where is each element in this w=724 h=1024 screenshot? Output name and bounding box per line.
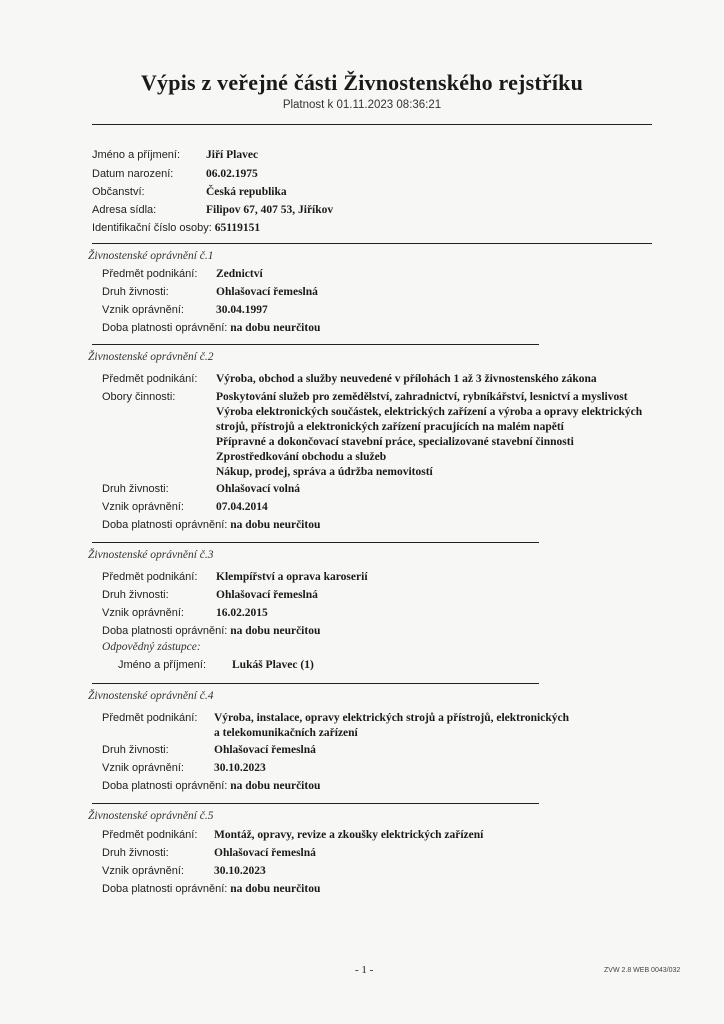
license-3-type-value: Ohlašovací řemeslná — [216, 589, 318, 601]
license-2-field-item: Výroba elektronických součástek, elektrických zařízení a výroba a opravy elektrických — [216, 406, 643, 418]
license-2-field-item: Nákup, prodej, správa a údržba nemovitostí — [216, 466, 433, 478]
license-1-divider — [92, 344, 539, 345]
license-2-validity-label: Doba platnosti oprávnění: — [102, 519, 228, 531]
name-label: Jméno a příjmení: — [92, 149, 181, 161]
license-5-validity-label: Doba platnosti oprávnění: — [102, 883, 228, 895]
id-value: 65119151 — [214, 222, 261, 234]
license-5-origin-label: Vznik oprávnění: — [102, 865, 184, 877]
birth-label: Datum narození: — [92, 168, 174, 180]
license-2-validity-value: na dobu neurčitou — [230, 519, 321, 531]
license-3-subject-label: Předmět podnikání: — [102, 571, 198, 583]
license-2-field-item: strojů, přístrojů a elektronických zařízení pracujících na malém napětí — [216, 421, 564, 433]
form-code: ZVW 2.8 WEB 0043/032 — [604, 967, 681, 974]
document-title: Výpis z veřejné části Živnostenského rejstříku — [140, 70, 584, 95]
license-2-fields-label: Obory činnosti: — [102, 391, 176, 403]
license-1-subject-label: Předmět podnikání: — [102, 268, 198, 280]
license-4-subject-value-line1: Výroba, instalace, opravy elektrických strojů a přístrojů, elektronických — [214, 712, 569, 724]
license-2-origin-label: Vznik oprávnění: — [102, 501, 184, 513]
id-row — [92, 221, 260, 236]
license-4-divider — [92, 803, 539, 804]
license-1-subject-value: Zednictví — [216, 268, 263, 280]
license-2-type-value: Ohlašovací volná — [216, 483, 301, 495]
license-2-field-item: Poskytování služeb pro zemědělství, zahradnictví, rybníkářství, lesnictví a myslivost — [216, 391, 628, 403]
license-5-subject-label: Předmět podnikání: — [102, 829, 198, 841]
license-3-subject-value: Klempířství a oprava karoserií — [216, 571, 368, 583]
license-1-origin-value: 30.04.1997 — [216, 304, 268, 316]
address-label: Adresa sídla: — [92, 204, 157, 216]
license-4-origin-label: Vznik oprávnění: — [102, 762, 184, 774]
name-value: Jiří Plavec — [206, 149, 259, 161]
license-2-field-item: Přípravné a dokončovací stavební práce, specializované stavební činnosti — [216, 436, 574, 448]
license-5-validity-row — [102, 882, 320, 897]
license-3-validity-row — [102, 624, 320, 639]
license-3-validity-value: na dobu neurčitou — [230, 625, 321, 637]
license-3-origin-label: Vznik oprávnění: — [102, 607, 184, 619]
license-3-title: Živnostenské oprávnění č.3 — [88, 549, 214, 561]
citizenship-label: Občanství: — [92, 186, 145, 198]
license-4-validity-value: na dobu neurčitou — [230, 780, 321, 792]
license-2-validity-row — [102, 518, 320, 533]
license-1-validity-value: na dobu neurčitou — [230, 322, 321, 334]
license-1-validity-row — [102, 321, 320, 336]
license-5-validity-value: na dobu neurčitou — [230, 883, 321, 895]
license-3-type-label: Druh živnosti: — [102, 589, 169, 601]
license-4-subject-value-line2: a telekomunikačních zařízení — [214, 727, 358, 739]
license-4-validity-row — [102, 779, 320, 794]
citizenship-value: Česká republika — [206, 186, 287, 198]
address-value: Filipov 67, 407 53, Jiříkov — [206, 204, 334, 216]
license-4-validity-label: Doba platnosti oprávnění: — [102, 780, 228, 792]
license-4-type-label: Druh živnosti: — [102, 744, 169, 756]
birth-value: 06.02.1975 — [206, 168, 258, 180]
license-2-subject-value: Výroba, obchod a služby neuvedené v přílohách 1 až 3 živnostenského zákona — [216, 373, 597, 385]
license-5-type-label: Druh živnosti: — [102, 847, 169, 859]
license-3-divider — [92, 683, 539, 684]
license-1-title: Živnostenské oprávnění č.1 — [88, 250, 214, 262]
license-2-origin-value: 07.04.2014 — [216, 501, 268, 513]
license-3-origin-value: 16.02.2015 — [216, 607, 268, 619]
license-1-origin-label: Vznik oprávnění: — [102, 304, 184, 316]
license-5-subject-value: Montáž, opravy, revize a zkoušky elektrických zařízení — [214, 829, 484, 841]
license-1-type-value: Ohlašovací řemeslná — [216, 286, 318, 298]
license-5-title: Živnostenské oprávnění č.5 — [88, 810, 214, 822]
license-2-type-label: Druh živnosti: — [102, 483, 169, 495]
license-3-validity-label: Doba platnosti oprávnění: — [102, 625, 228, 637]
license-4-origin-value: 30.10.2023 — [214, 762, 266, 774]
page-number: - 1 - — [355, 964, 374, 976]
id-label: Identifikační číslo osoby: — [92, 222, 212, 234]
license-2-divider — [92, 542, 539, 543]
license-4-title: Živnostenské oprávnění č.4 — [88, 690, 214, 702]
license-4-type-value: Ohlašovací řemeslná — [214, 744, 316, 756]
title-divider — [92, 124, 652, 125]
license-5-type-value: Ohlašovací řemeslná — [214, 847, 316, 859]
license-3-rep-name-label: Jméno a příjmení: — [118, 659, 207, 671]
person-divider — [92, 243, 652, 244]
validity-date: Platnost k 01.11.2023 08:36:21 — [282, 99, 442, 111]
license-3-rep-name-value: Lukáš Plavec (1) — [232, 659, 314, 671]
license-4-subject-label: Předmět podnikání: — [102, 712, 198, 724]
license-5-origin-value: 30.10.2023 — [214, 865, 266, 877]
license-1-type-label: Druh živnosti: — [102, 286, 169, 298]
license-1-validity-label: Doba platnosti oprávnění: — [102, 322, 228, 334]
license-3-representative-title: Odpovědný zástupce: — [102, 641, 201, 653]
license-2-subject-label: Předmět podnikání: — [102, 373, 198, 385]
license-2-field-item: Zprostředkování obchodu a služeb — [216, 451, 387, 463]
license-2-title: Živnostenské oprávnění č.2 — [88, 351, 214, 363]
